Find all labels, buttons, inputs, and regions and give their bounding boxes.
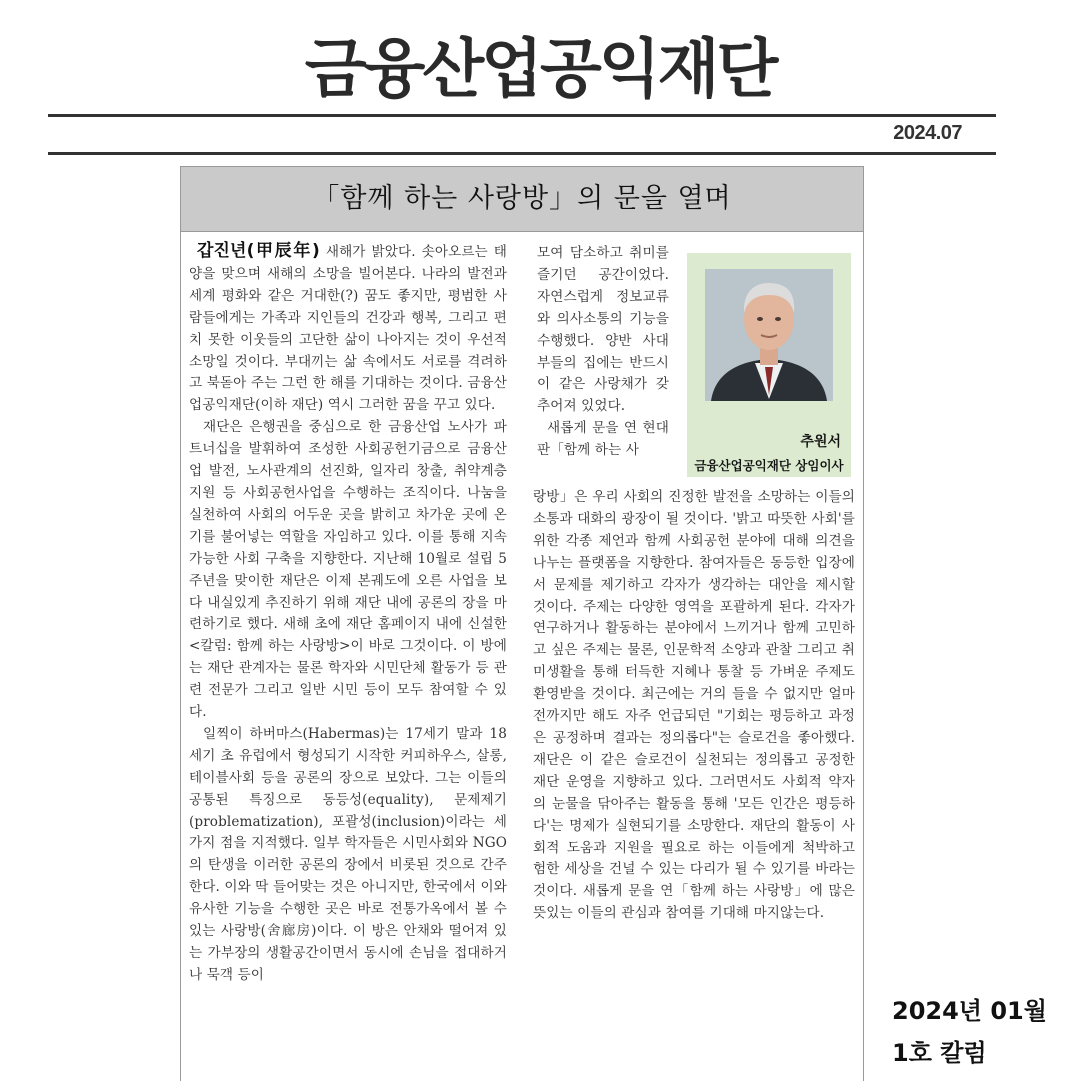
author-portrait <box>705 269 833 401</box>
right-top-text-column <box>537 243 669 462</box>
issue-number: 1호 칼럼 <box>892 1039 987 1067</box>
paragraph: 랑방」은 우리 사회의 진정한 발전을 소망하는 이들의 소통과 대화의 광장이 될 것이다. '밝고 따뜻한 사회'를 위한 각종 제언과 함께 사회공헌 분야에 대해 의견을 나누는 플랫폼을 지향한다. 참여자들은 동등한 입장에서 문제를 제기하고 각자가 생각하는 대안을 제시할 것이다. 주제는 다양한 영역을 포괄하게 된다. 각자가 연구하거나 활동하는 분야에서 느끼거나 함께 고민하고 싶은 주제는 물론, 인문학적 소양과 관찰 그리고 취미생활을 통해 터득한 지혜나 통찰 등 가벼운 주제도 환영받을 것이다. 최근에는 거의 들을 수 없지만 얼마 전까지만 해도 자주 언급되던 "기회는 평등하고 과정은 공정하며 결과는 정의롭다"는 슬로건을 좋아했다. 재단은 이 같은 슬로건이 실천되는 정의롭고 공정한 재단 운영을 지향하고 있다. 그러면서도 사회적 약자의 눈물을 닦아주는 활동을 통해 '모든 인간은 평등하다'는 명제가 실현되기를 소망한다. 재단의 활동이 사회적 도움과 지원을 필요로 하는 이들에게 척박하고 험한 세상을 건널 수 있는 다리가 될 수 있기를 바라는 것이다. 새롭게 문을 연「함께 하는 사랑방」에 많은 뜻있는 이들의 관심과 참여를 기대해 마지않는다. <box>533 489 855 922</box>
paragraph: 일찍이 하버마스(Habermas)는 17세기 말과 18세기 초 유럽에서 형성되기 시작한 커피하우스, 살롱, 테이블사회 등을 공론의 장으로 보았다. 그는 이들의 공통된 특징으로 동등성(equality), 문제제기(problematization), 포괄성(inclusion)이라는 세 가지 점을 지적했다. 일부 학자들은 시민사회와 NGO의 탄생을 이러한 공론의 장에서 비롯된 것으로 간주한다. 이와 딱 들어맞는 것은 아니지만, 한국에서 이와 유사한 기능을 수행한 곳은 바로 전통가옥에서 볼 수 있는 사랑방(舍廊房)이다. 이 방은 안채와 떨어져 있는 가부장의 생활공간이면서 동시에 손님을 접대하거나 묵객 등이 <box>189 725 507 983</box>
masthead-title: 금융산업공익재단 <box>304 33 776 107</box>
issue-month: 2024년 01월 <box>892 997 1047 1025</box>
paragraph: 새롭게 문을 연 현대판「함께 하는 사 <box>537 420 669 459</box>
issue-footer <box>892 990 1047 1074</box>
author-name: 추원서 <box>800 434 841 450</box>
author-title: 금융산업공익재단 상임이사 <box>694 458 844 473</box>
author-photo-box <box>687 253 851 477</box>
right-bottom-text-column <box>533 487 855 925</box>
paragraph: 모여 담소하고 취미를 즐기던 공간이었다. 자연스럽게 정보교류와 의사소통의 기능을 수행했다. 양반 사대부들의 집에는 반드시 이 같은 사랑채가 갖추어져 있었다. <box>537 245 669 415</box>
paragraph: 재단은 은행권을 중심으로 한 금융산업 노사가 파트너십을 발휘하여 조성한 사회공헌기금으로 금융산업 발전, 노사관계의 선진화, 일자리 창출, 취약계층 지원 등 사회공헌사업을 수행하는 조직이다. 나눔을 실천하여 사회의 어두운 곳을 밝히고 차가운 곳에 온기를 불어넣는 역할을 자임하고 있다. 이를 통해 지속가능한 사회 구축을 지향한다. 지난해 10월로 설립 5주년을 맞이한 재단은 이제 본궤도에 오른 사업을 보다 내실있게 추진하기 위해 재단 내에 공론의 장을 마련하기로 했다. 새해 초에 재단 홈페이지 내에 신설한 <칼럼: 함께 하는 사랑방>이 바로 그것이다. 이 방에는 재단 관계자는 물론 학자와 시민단체 활동가 등 관련 전문가 그리고 일반 시민 등이 모두 참여할 수 있다. <box>189 419 507 721</box>
portrait-illustration <box>705 269 833 401</box>
issue-date: 2024.07 <box>893 122 962 144</box>
column-article <box>180 166 864 1081</box>
bottom-rule <box>48 152 996 155</box>
lead-word: 갑진년(甲辰年) <box>197 241 320 261</box>
top-rule <box>48 114 996 117</box>
paragraph-text: 새해가 밝았다. 솟아오르는 태양을 맞으며 새해의 소망을 빌어본다. 나라의 발전과 세계 평화와 같은 거대한(?) 꿈도 좋지만, 평범한 사람들에게는 가족과 지인들의 건강과 행복, 그리고 편치 못한 이웃들의 고단한 삶이 나아지는 것이 우선적 소망일 것이다. 부대끼는 삶 속에서도 서로를 격려하고 북돋아 주는 그런 한 해를 기대하는 것이다. 금융산업공익재단(이하 재단) 역시 그러한 꿈을 꾸고 있다. <box>189 244 507 414</box>
left-text-column <box>189 241 507 987</box>
paragraph <box>189 241 507 417</box>
column-title: 「함께 하는 사랑방」의 문을 열며 <box>181 167 863 232</box>
